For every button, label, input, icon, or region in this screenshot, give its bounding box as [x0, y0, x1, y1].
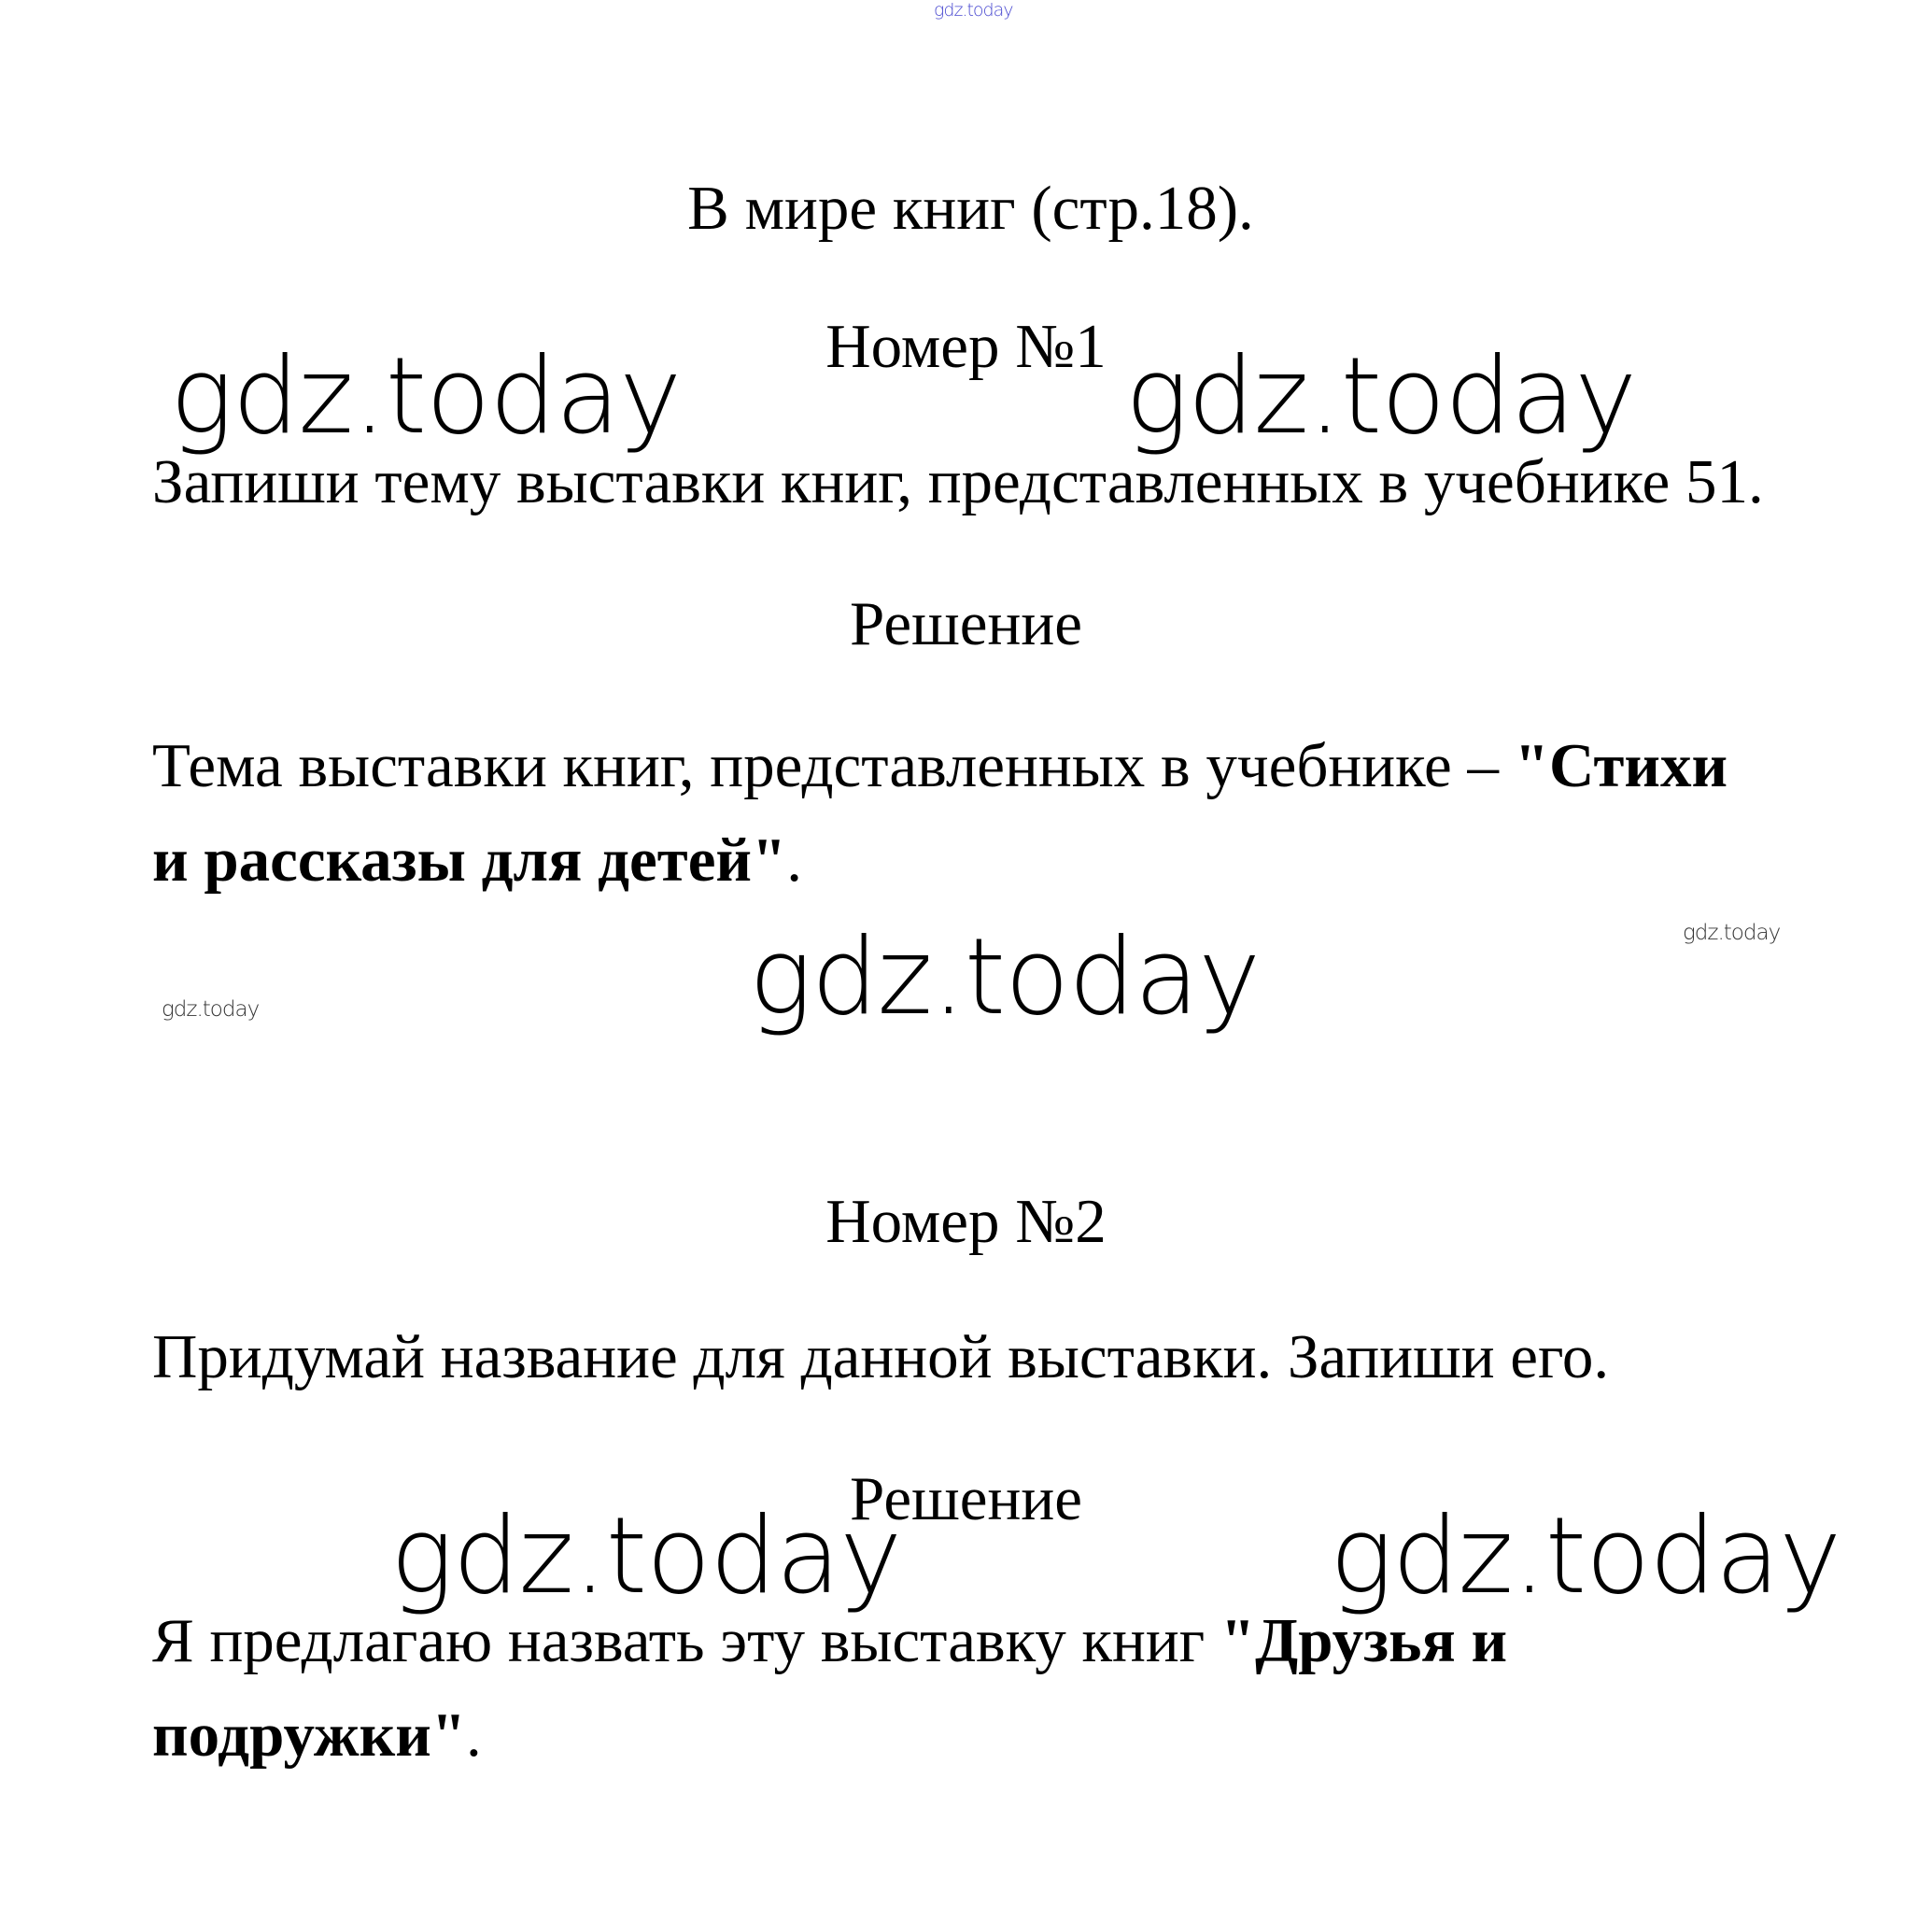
watermark-2: gdz.today	[1125, 334, 1637, 458]
task-1-question: Запиши тему выставки книг, представленных в учебнике 51.	[152, 447, 1764, 516]
watermark-small-left: gdz.today	[162, 997, 260, 1022]
watermark-1: gdz.today	[170, 334, 682, 458]
task-1-solution-label: Решение	[850, 589, 1082, 658]
task-2-answer-end: .	[466, 1700, 482, 1770]
task-2-answer-line-2	[152, 1700, 482, 1770]
watermark-small-right: gdz.today	[1683, 921, 1781, 945]
task-2-solution-label: Решение	[850, 1464, 1082, 1533]
watermark-top: gdz.today	[934, 0, 1013, 21]
watermark-4: gdz.today	[390, 1494, 902, 1617]
task-2-answer-line-1	[152, 1606, 1508, 1675]
watermark-3: gdz.today	[749, 915, 1261, 1038]
task-2-answer-bold-1: "Друзья и	[1220, 1606, 1508, 1675]
task-1-heading: Номер №1	[825, 312, 1107, 381]
task-2-answer-bold-2: подружки"	[152, 1700, 467, 1770]
task-1-answer-end: .	[786, 826, 802, 895]
task-1-answer-line-2	[152, 826, 802, 895]
watermark-5: gdz.today	[1330, 1494, 1841, 1617]
task-1-answer-bold-2: и рассказы для детей"	[152, 826, 787, 895]
task-2-question: Придумай название для данной выставки. Запиши его.	[152, 1322, 1610, 1391]
task-1-answer-bold-1: "Стихи	[1514, 731, 1728, 800]
task-1-answer-text: Тема выставки книг, представленных в учебнике –	[152, 731, 1515, 800]
task-1-answer-line-1	[152, 731, 1728, 800]
task-2-answer-text: Я предлагаю назвать эту выставку книг	[152, 1606, 1220, 1675]
page-title: В мире книг (стр.18).	[687, 174, 1254, 243]
task-2-heading: Номер №2	[825, 1187, 1107, 1256]
